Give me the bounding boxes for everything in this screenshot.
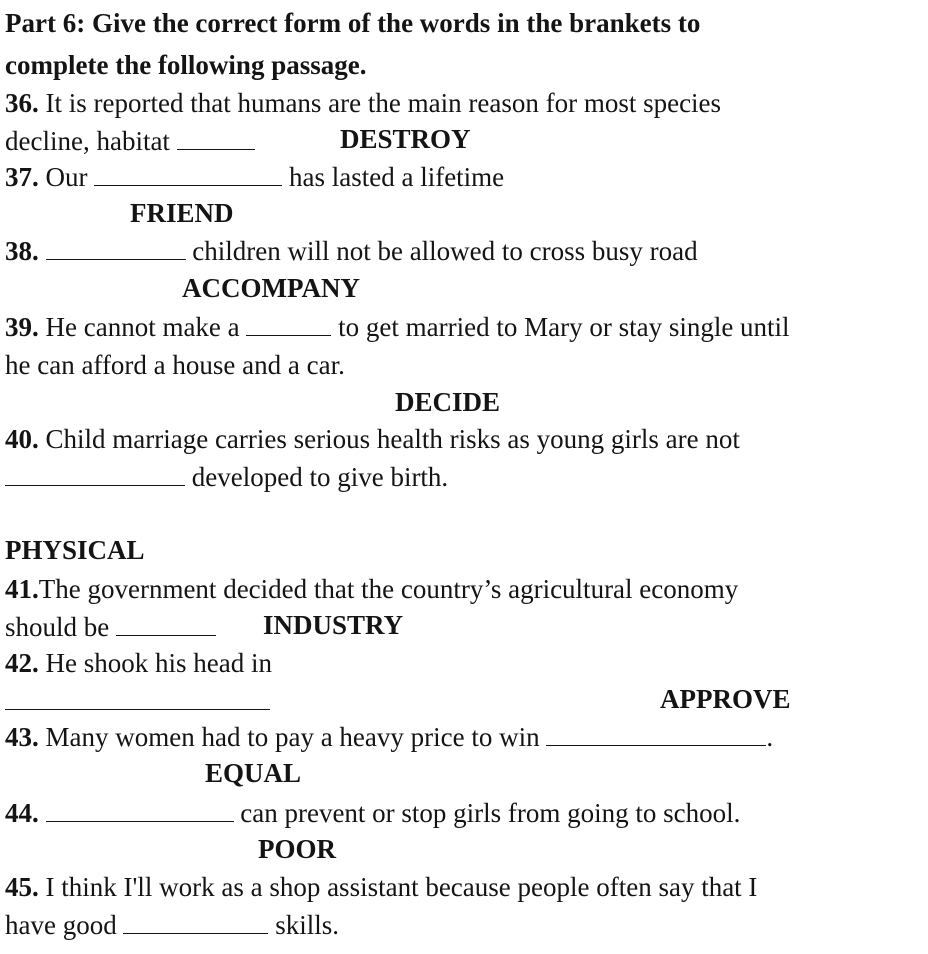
- question-text: has lasted a lifetime: [289, 162, 505, 192]
- heading-line-2: complete the following passage.: [5, 50, 367, 80]
- question-number: 42.: [5, 648, 39, 678]
- answer-blank-38[interactable]: [46, 239, 186, 260]
- question-text: skills.: [275, 910, 339, 940]
- heading-line-1: Part 6: Give the correct form of the words in the brankets to: [5, 8, 701, 38]
- question-text: children will not be allowed to cross busy road: [192, 236, 698, 266]
- question-39-line-2: he can afford a house and a car.: [5, 350, 345, 380]
- question-number: 39.: [5, 312, 39, 342]
- question-text: The government decided that the country’s agricultural economy: [38, 574, 739, 604]
- keyword-39: DECIDE: [395, 387, 501, 417]
- question-text: have good: [5, 910, 117, 940]
- question-text: Our: [45, 162, 88, 192]
- keyword-38: ACCOMPANY: [182, 273, 360, 303]
- question-42-line-1: [5, 650, 272, 677]
- question-36-line-2: [5, 128, 255, 155]
- question-number: 38.: [5, 236, 39, 266]
- question-text: It is reported that humans are the main reason for most species: [45, 88, 722, 118]
- question-text: Child marriage carries serious health risks as young girls are not: [45, 424, 740, 454]
- answer-blank-44[interactable]: [46, 801, 234, 822]
- question-text: .: [766, 722, 774, 752]
- question-text: should be: [5, 612, 110, 642]
- question-number: 41.: [5, 574, 39, 604]
- question-37-line: [5, 164, 504, 191]
- question-41-line-1: [5, 576, 738, 603]
- question-number: 43.: [5, 722, 39, 752]
- question-38-line: [5, 238, 698, 265]
- question-40-line-2: [5, 464, 448, 491]
- answer-blank-36[interactable]: [177, 129, 255, 150]
- question-text: can prevent or stop girls from going to school.: [240, 798, 741, 828]
- keyword-44: POOR: [258, 834, 336, 864]
- keyword-36: DESTROY: [340, 124, 471, 154]
- answer-blank-39[interactable]: [246, 315, 331, 336]
- answer-blank-41[interactable]: [116, 615, 216, 636]
- keyword-40: PHYSICAL: [5, 535, 145, 565]
- question-text: Many women had to pay a heavy price to win: [45, 722, 540, 752]
- question-text: developed to give birth.: [191, 462, 449, 492]
- question-41-line-2: [5, 614, 216, 641]
- question-text: to get married to Mary or stay single until: [338, 312, 790, 342]
- answer-blank-40[interactable]: [5, 465, 185, 486]
- question-40-line-1: [5, 426, 740, 453]
- question-43-line: [5, 724, 773, 751]
- question-text: He cannot make a: [45, 312, 240, 342]
- question-number: 44.: [5, 798, 39, 828]
- question-42-line-2: [5, 688, 270, 715]
- question-45-line-1: [5, 874, 757, 901]
- question-44-line: [5, 800, 740, 827]
- keyword-37: FRIEND: [130, 198, 234, 228]
- question-number: 40.: [5, 424, 39, 454]
- question-number: 45.: [5, 872, 39, 902]
- question-number: 36.: [5, 88, 39, 118]
- question-text: He shook his head in: [45, 648, 272, 678]
- keyword-43: EQUAL: [205, 758, 302, 788]
- question-36-line-1: [5, 90, 721, 117]
- keyword-41: INDUSTRY: [263, 610, 404, 640]
- question-text: I think I'll work as a shop assistant because people often say that I: [45, 872, 758, 902]
- answer-blank-42[interactable]: [5, 689, 270, 710]
- keyword-42: APPROVE: [660, 684, 791, 714]
- answer-blank-37[interactable]: [94, 165, 282, 186]
- answer-blank-43[interactable]: [546, 725, 766, 746]
- answer-blank-45[interactable]: [123, 913, 268, 934]
- question-39-line-1: [5, 314, 790, 341]
- question-45-line-2: [5, 912, 339, 939]
- question-number: 37.: [5, 162, 39, 192]
- question-text: decline, habitat: [5, 126, 170, 156]
